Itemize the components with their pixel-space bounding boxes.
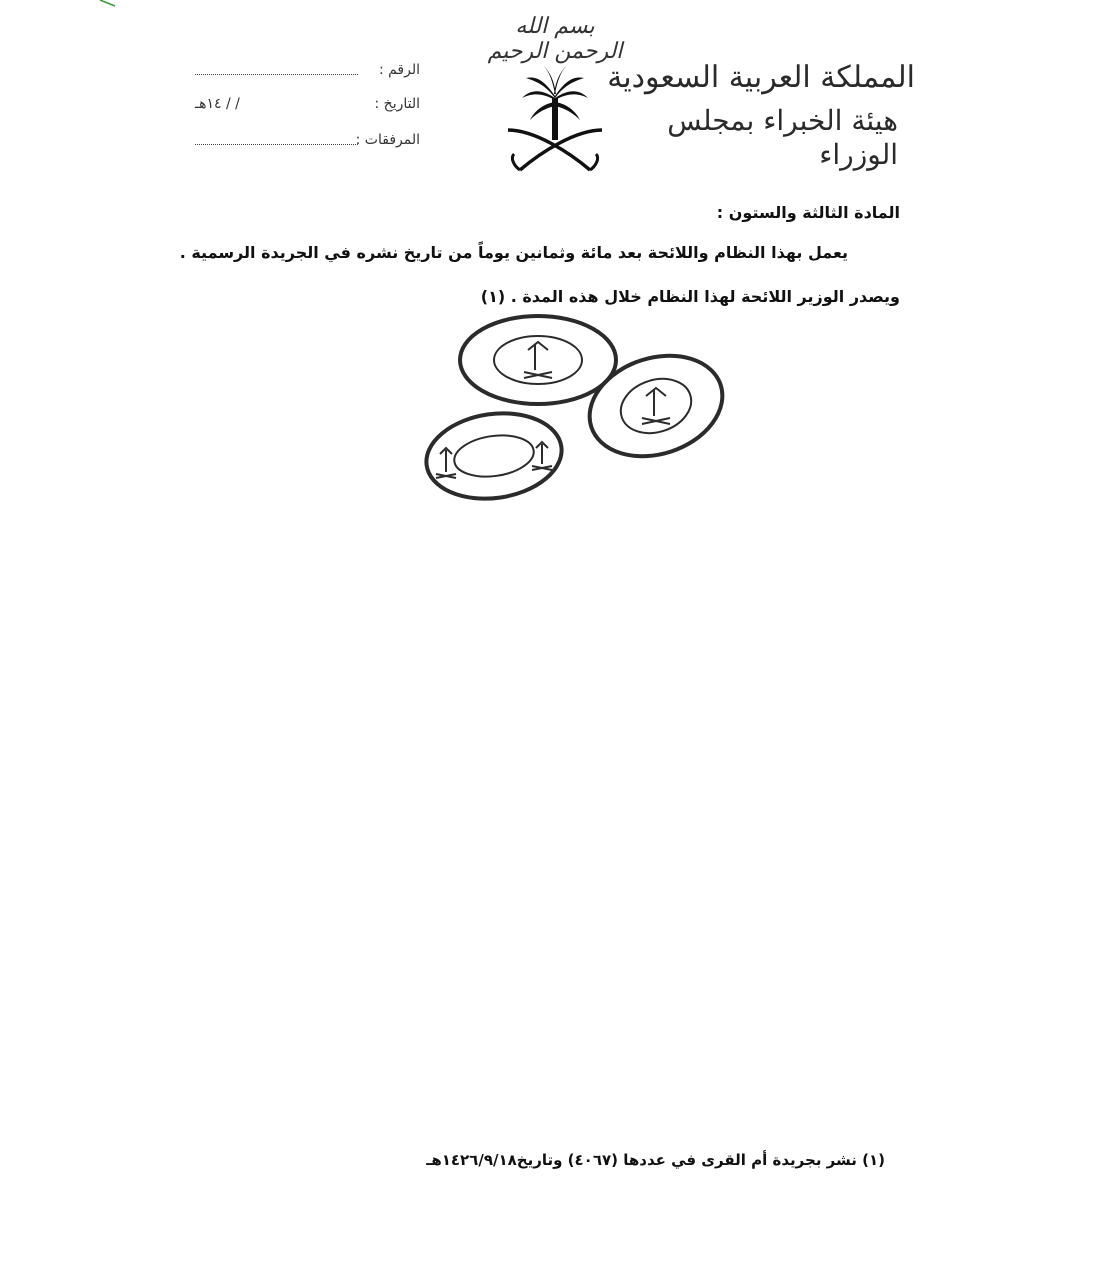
attachments-field (195, 132, 420, 154)
date-field (195, 96, 420, 118)
date-value: / / ١٤هـ (195, 96, 240, 112)
stamp-general-secretariat (576, 339, 730, 472)
date-label: التاريخ : (374, 96, 420, 112)
article-line-1: يعمل بهذا النظام واللائحة بعد مائة وثمانين يوماً من تاريخ نشره في الجريدة الرسمية . (179, 243, 848, 262)
kingdom-name: المملكة العربية السعودية (607, 60, 915, 95)
number-line (195, 74, 358, 75)
number-field (195, 62, 420, 84)
authority-name: هيئة الخبراء بمجلس الوزراء (667, 104, 898, 171)
stamp-experts-commission (460, 316, 616, 404)
palm-swords-emblem (500, 58, 610, 178)
article-line-2: ويصدر الوزير اللائحة لهذا النظام خلال هذه المدة . (١) (480, 287, 900, 306)
attachments-label: المرفقات : (355, 132, 420, 148)
stamp-communications-center (421, 405, 567, 504)
basmala: بسم الله الرحمن الرحيم (487, 14, 623, 64)
footnote: (١) نشر بجريدة أم القرى في عددها (٤٠٦٧) وتاريخ١٤٢٦/٩/١٨هـ (426, 1151, 885, 1169)
corner-mark (0, 0, 120, 10)
official-stamps (420, 312, 730, 504)
attachments-line (195, 144, 358, 145)
article-title: المادة الثالثة والستون : (716, 203, 900, 222)
number-label: الرقم : (378, 62, 420, 78)
